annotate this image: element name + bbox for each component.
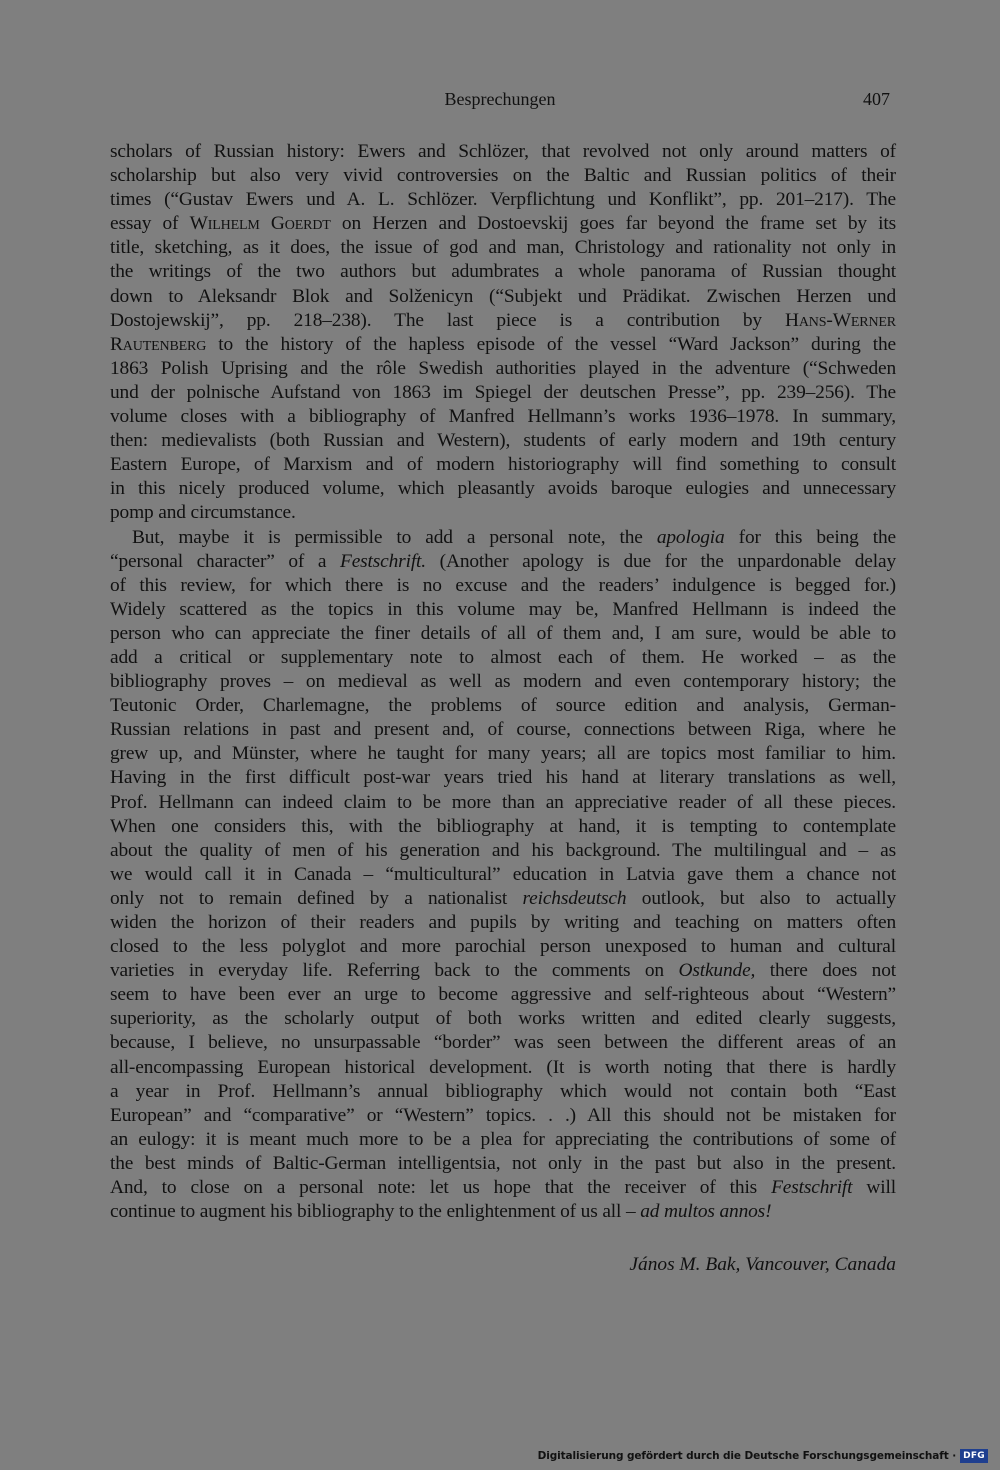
text-run: the writings of the two authors but adumbrates a whole panorama of Russian thought (110, 261, 896, 283)
text-line (110, 959, 896, 983)
text-run: an eulogy: it is meant much more to be a plea for appreciating the contributions of some of (110, 1128, 896, 1150)
italic-text: Ostkunde, (678, 960, 756, 982)
text-line (110, 670, 896, 694)
text-line (110, 236, 896, 260)
author-name: Wilhelm Goerdt (189, 213, 331, 235)
text-run: scholars of Russian history: Ewers and Schlözer, that revolved not only around matters of (110, 141, 896, 162)
italic-text: Festschrift (771, 1177, 853, 1199)
text-line (110, 429, 896, 453)
text-run: of this review, for which there is no excuse and the readers’ indulgence is begged for.) (110, 574, 896, 596)
text-run: Russian relations in past and present and, of course, connections between Riga, where he (110, 719, 896, 741)
text-line (110, 887, 896, 911)
text-run: outlook, but also to actually (626, 887, 896, 909)
text-line (110, 598, 896, 622)
text-line (110, 333, 896, 357)
paragraph (110, 526, 896, 1225)
text-line (110, 1104, 896, 1128)
italic-text: apologia (656, 526, 725, 548)
text-run: a year in Prof. Hellmann’s annual bibliography which would not contain both “East (110, 1080, 896, 1102)
text-line (110, 164, 896, 188)
text-run: scholarship but also very vivid controversies on the Baltic and Russian politics of their (110, 165, 896, 187)
author-name: Rautenberg (110, 333, 207, 355)
text-run: person who can appreciate the finer details of all of them and, I am sure, would be able to (110, 622, 896, 644)
text-line (110, 405, 896, 429)
text-line (110, 501, 896, 525)
italic-text: reichsdeutsch (522, 887, 627, 909)
digitization-footer (538, 1448, 988, 1464)
text-line (110, 140, 896, 164)
text-line (110, 526, 896, 550)
text-run: pomp and circumstance. (110, 502, 296, 524)
text-run: about the quality of men of his generation and his background. The multilingual and – as (110, 839, 896, 861)
text-run: When one considers this, with the bibliography at hand, it is tempting to contemplate (110, 815, 896, 837)
text-line (110, 1152, 896, 1176)
text-run: superiority, as the scholarly output of both works written and edited clearly suggests, (110, 1008, 896, 1030)
text-line (110, 983, 896, 1007)
text-line (110, 766, 896, 790)
text-line (110, 911, 896, 935)
text-line (110, 477, 896, 501)
text-run: grew up, and Münster, where he taught for many years; all are topics most familiar to him. (110, 743, 896, 765)
text-line (110, 453, 896, 477)
text-line (110, 791, 896, 815)
text-run: und der polnische Aufstand von 1863 im Spiegel der deutschen Presse”, pp. 239–256). The (110, 381, 896, 403)
paragraph (110, 140, 896, 526)
text-run: Eastern Europe, of Marxism and of modern historiography will find something to consult (110, 454, 896, 476)
text-run: there does not (755, 960, 896, 982)
text-run: Widely scattered as the topics in this volume may be, Manfred Hellmann is indeed the (110, 598, 896, 620)
text-run: add a critical or supplementary note to almost each of them. He worked – as the (110, 646, 896, 668)
text-line (110, 1007, 896, 1031)
text-run: down to Aleksandr Blok and Solženicyn (“Subjekt und Prädikat. Zwischen Herzen und (110, 285, 896, 307)
text-run: bibliography proves – on medieval as well as modern and even contemporary history; the (110, 671, 896, 693)
text-line (110, 285, 896, 309)
text-run: Having in the first difficult post-war years tried his hand at literary translations as well, (110, 767, 896, 789)
funding-notice: Digitalisierung gefördert durch die Deutsche Forschungsgemeinschaft · (537, 1450, 957, 1462)
text-line (110, 839, 896, 863)
text-run: Prof. Hellmann can indeed claim to be more than an appreciative reader of all these pieces. (110, 791, 896, 813)
text-run: varieties in everyday life. Referring back to the comments on (110, 960, 679, 982)
text-run: in this nicely produced volume, which pleasantly avoids baroque eulogies and unnecessary (110, 478, 896, 500)
text-line (110, 815, 896, 839)
text-line (110, 694, 896, 718)
italic-text: Festschrift. (340, 550, 426, 572)
text-line (110, 935, 896, 959)
text-run: we would call it in Canada – “multicultural” education in Latvia gave them a chance not (110, 863, 896, 885)
text-run: essay of (110, 213, 190, 235)
text-run: seem to have been ever an urge to become aggressive and self-righteous about “Western” (110, 984, 896, 1006)
text-run: will (852, 1177, 896, 1199)
text-line (110, 622, 896, 646)
text-line (110, 212, 896, 236)
reviewer-signature: János M. Bak, Vancouver, Canada (629, 1254, 896, 1275)
text-run: closed to the less polyglot and more parochial person unexposed to human and cultural (110, 936, 896, 958)
text-run: to the history of the hapless episode of the vessel “Ward Jackson” during the (206, 333, 896, 355)
text-run: times (“Gustav Ewers und A. L. Schlözer. Verpflichtung und Konflikt”, pp. 201–217). The (110, 189, 896, 211)
text-run: only not to remain defined by a nationalist (110, 887, 523, 909)
text-line (110, 1128, 896, 1152)
text-run: all-encompassing European historical development. (It is worth noting that there is hardly (110, 1056, 896, 1078)
text-line (110, 1056, 896, 1080)
text-line (110, 1080, 896, 1104)
page-number: 407 (863, 89, 890, 109)
text-line (110, 718, 896, 742)
text-run: But, maybe it is permissible to add a personal note, the (132, 526, 657, 548)
text-line (110, 357, 896, 381)
text-line (110, 260, 896, 284)
text-run: then: medievalists (both Russian and Western), students of early modern and 19th century (110, 430, 896, 452)
text-line (110, 1176, 896, 1200)
running-head (110, 86, 890, 112)
text-line (110, 863, 896, 887)
text-run: on Herzen and Dostoevskij goes far beyond the frame set by its (330, 213, 897, 235)
text-line (110, 646, 896, 670)
text-run: because, I believe, no unsurpassable “border” was seen between the different areas of an (110, 1032, 896, 1054)
italic-text: ad multos annos! (640, 1201, 772, 1223)
text-line (110, 1031, 896, 1055)
article-body (110, 140, 896, 1224)
text-run: Teutonic Order, Charlemagne, the problems of source edition and analysis, German- (110, 695, 896, 717)
text-run: Dostojewskij”, pp. 218–238). The last piece is a contribution by (110, 309, 785, 331)
running-title: Besprechungen (444, 89, 556, 109)
text-run: And, to close on a personal note: let us hope that the receiver of this (110, 1177, 772, 1199)
text-run: for this being the (724, 526, 897, 548)
text-run: “personal character” of a (110, 550, 340, 572)
text-run: European” and “comparative” or “Western” topics. . .) All this should not be mistaken for (110, 1104, 896, 1126)
text-run: 1863 Polish Uprising and the rôle Swedish authorities played in the adventure (“Schweden (110, 357, 896, 379)
text-line (110, 188, 896, 212)
text-line (110, 550, 896, 574)
text-line (110, 381, 896, 405)
text-run: title, sketching, as it does, the issue of god and man, Christology and rationality not only in (110, 237, 896, 259)
text-line (110, 1200, 896, 1224)
text-line (110, 309, 896, 333)
dfg-logo-icon: DFG (960, 1449, 988, 1463)
text-run: continue to augment his bibliography to the enlightenment of us all – (110, 1201, 641, 1223)
text-line (110, 574, 896, 598)
text-run: (Another apology is due for the unpardonable delay (426, 550, 896, 572)
text-run: the best minds of Baltic-German intelligentsia, not only in the past but also in the present. (110, 1152, 896, 1174)
text-run: volume closes with a bibliography of Manfred Hellmann’s works 1936–1978. In summary, (110, 406, 896, 428)
text-line (110, 742, 896, 766)
text-run: widen the horizon of their readers and pupils by writing and teaching on matters often (110, 912, 896, 933)
author-name: Hans-Werner (784, 309, 896, 331)
